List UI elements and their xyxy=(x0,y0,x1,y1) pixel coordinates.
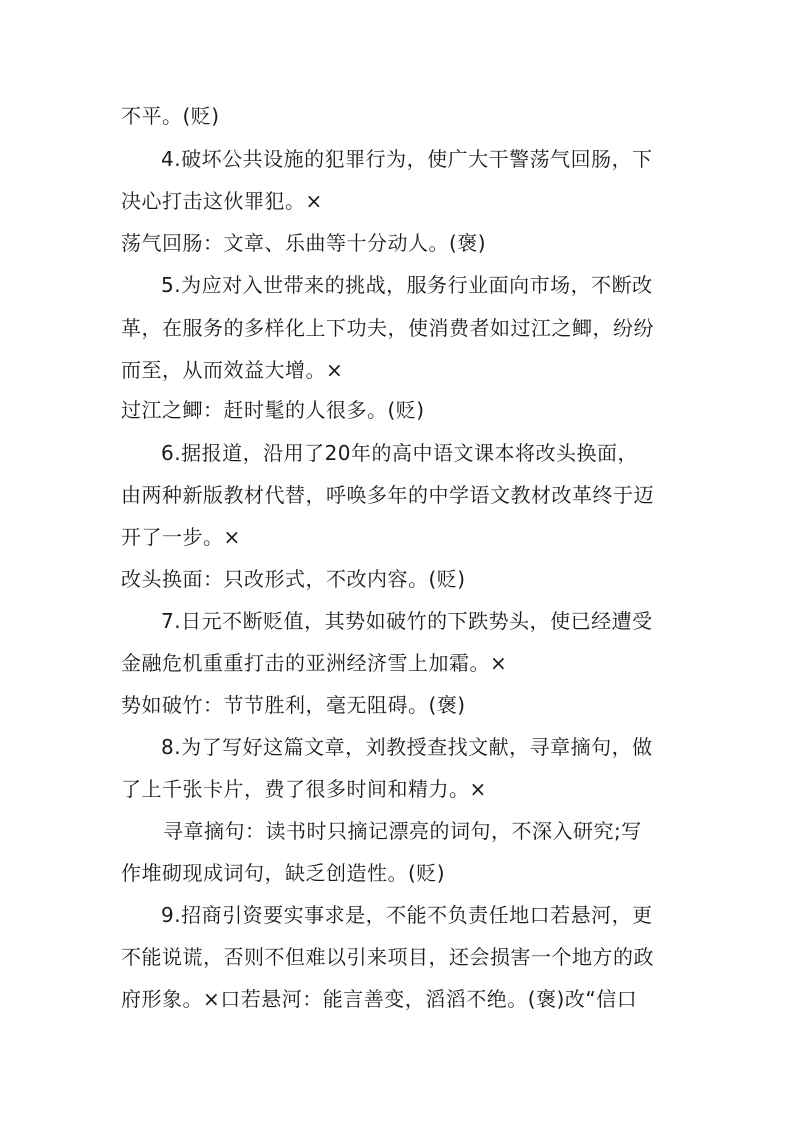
item-9-line-1: 9.招商引资要实事求是，不能不负责任地口若悬河，更 xyxy=(161,903,653,927)
item-6-line-1: 6.据报道，沿用了20年的高中语文课本将改头换面， xyxy=(161,441,639,465)
item-6-line-3: 开了一步。× xyxy=(121,525,241,549)
item-8-explanation-1: 寻章摘句：读书时只摘记漂亮的词句，不深入研究;写 xyxy=(163,819,642,843)
item-5-line-2: 革，在服务的多样化上下功夫，使消费者如过江之鲫，纷纷 xyxy=(121,316,654,340)
item-5-line-1: 5.为应对入世带来的挑战，服务行业面向市场，不断改 xyxy=(161,273,653,297)
item-6-line-2: 由两种新版教材代替，呼唤多年的中学语文教材改革终于迈 xyxy=(121,483,654,507)
item-5-explanation: 过江之鲫：赶时髦的人很多。(贬) xyxy=(121,398,425,422)
item-6-explanation: 改头换面：只改形式，不改内容。(贬) xyxy=(121,567,466,591)
item-7-line-2: 金融危机重重打击的亚洲经济雪上加霜。× xyxy=(121,651,508,675)
item-4-line-1: 4.破坏公共设施的犯罪行为，使广大干警荡气回肠，下 xyxy=(161,147,653,171)
item-9-line-3: 府形象。×口若悬河：能言善变，滔滔不绝。(褒)改“信口 xyxy=(121,987,638,1011)
item-5-line-3: 而至，从而效益大增。× xyxy=(121,358,344,382)
text-line: 不平。(贬) xyxy=(121,104,220,128)
item-4-explanation: 荡气回肠：文章、乐曲等十分动人。(褒) xyxy=(121,231,487,255)
item-7-explanation: 势如破竹：节节胜利，毫无阻碍。(褒) xyxy=(121,693,466,717)
item-4-line-2: 决心打击这伙罪犯。× xyxy=(121,189,323,213)
item-8-line-1: 8.为了写好这篇文章，刘教授查找文献，寻章摘句，做 xyxy=(161,735,653,759)
item-8-explanation-2: 作堆砌现成词句，缺乏创造性。(贬) xyxy=(121,861,446,885)
item-9-line-2: 不能说谎，否则不但难以引来项目，还会损害一个地方的政 xyxy=(121,945,654,969)
item-8-line-2: 了上千张卡片，费了很多时间和精力。× xyxy=(121,777,487,801)
item-7-line-1: 7.日元不断贬值，其势如破竹的下跌势头，使已经遭受 xyxy=(161,609,653,633)
